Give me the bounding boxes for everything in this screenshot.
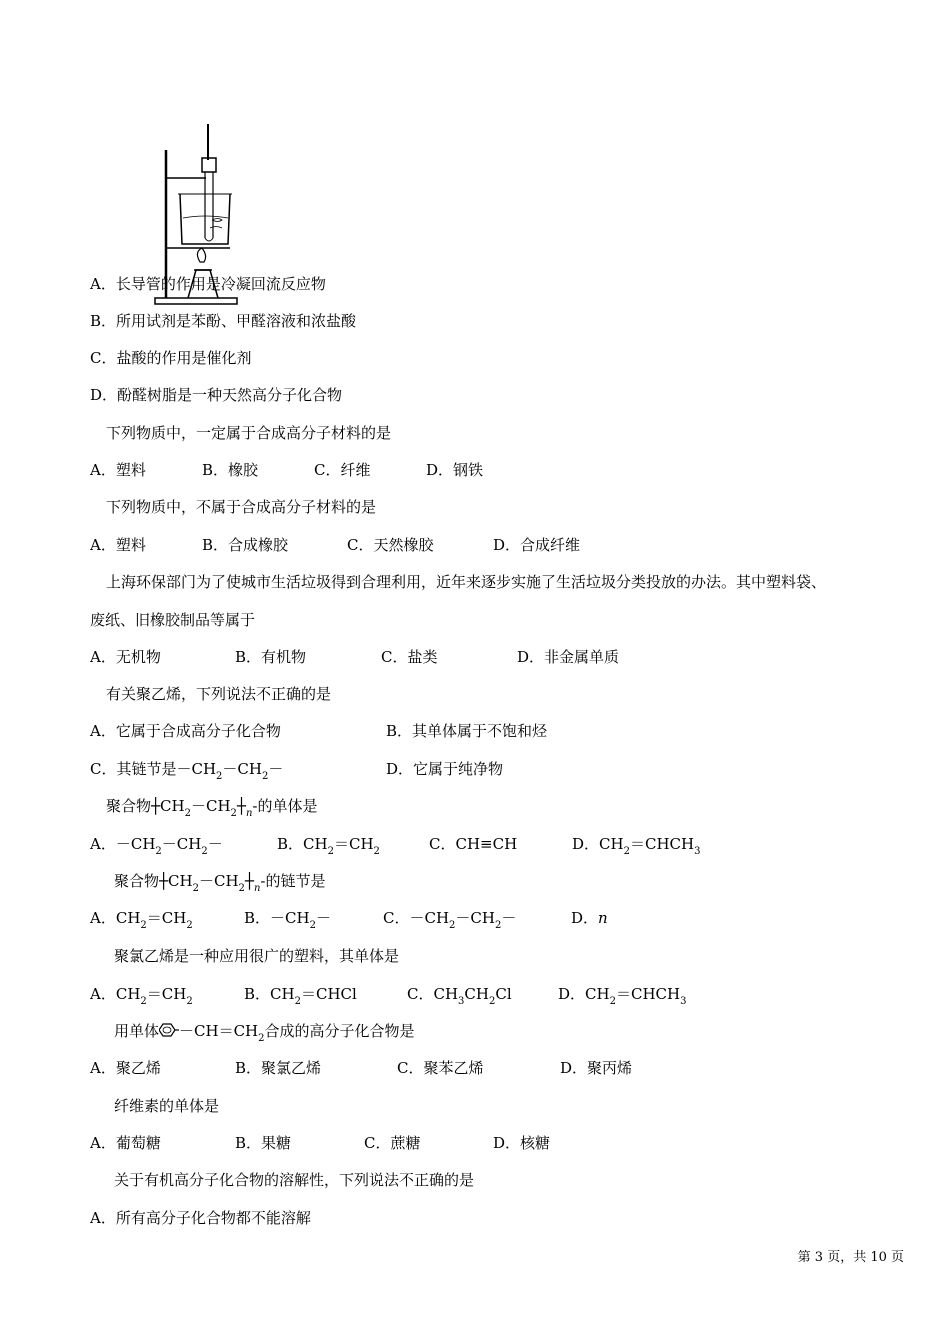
stem-prefix: 聚合物: [106, 797, 152, 815]
option-b: B．其单体属于不饱和烃: [386, 722, 548, 740]
stem-prefix: 聚合物: [114, 872, 160, 890]
option-c-label: C．其链节是: [90, 760, 177, 778]
monomer-formula: $-CH=CH_2$: [179, 1022, 265, 1044]
option-a: A．聚乙烯: [90, 1059, 161, 1077]
option-a: A．塑料: [90, 536, 146, 554]
option-b: B．有机物: [235, 648, 307, 666]
question-stem: 下列物质中，不属于合成高分子材料的是: [106, 498, 377, 516]
option-b: B．$CH_2=CHCl$: [244, 985, 357, 1007]
option-a-label: A．: [90, 985, 116, 1003]
option-a: A．塑料: [90, 461, 146, 479]
option-b: B．所用试剂是苯酚、甲醛溶液和浓盐酸: [90, 312, 357, 330]
option-c: C．盐类: [381, 648, 438, 666]
option-a-label: A．: [90, 835, 116, 853]
polymer-formula: $┼CH_2-CH_2┼_n$: [159, 872, 261, 894]
stem-suffix: -的链节是: [260, 872, 326, 890]
option-d: D．酚醛树脂是一种天然高分子化合物: [90, 386, 343, 404]
option-c: C．盐酸的作用是催化剂: [90, 349, 252, 367]
option-c: C．其链节是$-CH_2-CH_2-$: [90, 760, 284, 782]
stem-suffix: 合成的高分子化合物是: [264, 1022, 415, 1040]
option-a: A．它属于合成高分子化合物: [90, 722, 281, 740]
option-d: D．钢铁: [426, 461, 484, 479]
option-d: D．$CH_2=CHCH_3$: [558, 985, 687, 1007]
option-b-label: B．－CH: [244, 909, 310, 927]
question-stem: 下列物质中，一定属于合成高分子材料的是: [106, 424, 392, 442]
option-b: B．$CH_2=CH_2$: [277, 835, 380, 857]
option-d: D．非金属单质: [517, 648, 620, 666]
option-b: B．橡胶: [202, 461, 259, 479]
question-stem: [114, 1021, 415, 1049]
option-a: A．长导管的作用是冷凝回流反应物: [90, 275, 326, 293]
question-stem-continued: 废纸、旧橡胶制品等属于: [90, 611, 256, 629]
option-b: B．$-CH_2-$: [244, 909, 331, 931]
option-a: A．$CH_2=CH_2$: [90, 985, 193, 1007]
option-d-label: D．: [572, 835, 600, 853]
page-number: 第 3 页，共 10 页: [797, 1250, 904, 1265]
option-c: C．CH≡CH: [429, 835, 518, 853]
option-b: B．合成橡胶: [202, 536, 289, 554]
option-c: C．天然橡胶: [347, 536, 434, 554]
option-a: A．无机物: [90, 648, 161, 666]
question-stem: 上海环保部门为了使城市生活垃圾得到合理利用，近年来逐步实施了生活垃圾分类投放的办法。其中塑料袋、: [106, 573, 827, 591]
polymer-formula: $┼CH_2-CH_2┼_n$: [151, 797, 253, 819]
option-b: B．聚氯乙烯: [235, 1059, 322, 1077]
option-a: A．$CH_2=CH_2$: [90, 909, 193, 931]
option-c: C．$-CH_2-CH_2-$: [383, 909, 517, 931]
question-stem: 有关聚乙烯，下列说法不正确的是: [106, 685, 332, 703]
option-c-label: C．: [383, 909, 410, 927]
option-d: D．合成纤维: [493, 536, 581, 554]
option-c-label: C．CH: [407, 985, 459, 1003]
option-a-label: A．: [90, 909, 116, 927]
option-c: C．聚苯乙烯: [397, 1059, 484, 1077]
option-a: A．所有高分子化合物都不能溶解: [90, 1209, 311, 1227]
question-stem: 聚氯乙烯是一种应用很广的塑料，其单体是: [114, 947, 400, 965]
option-a: A．葡萄糖: [90, 1134, 161, 1152]
option-c: C．纤维: [314, 461, 371, 479]
benzene-ring-icon: [159, 1023, 179, 1037]
option-c: C．蔗糖: [364, 1134, 421, 1152]
question-stem: 纤维素的单体是: [114, 1097, 220, 1115]
option-b-label: B．: [277, 835, 304, 853]
option-d: D．$CH_2=CHCH_3$: [572, 835, 701, 857]
option-d-label: D．: [558, 985, 586, 1003]
question-stem: [106, 796, 317, 824]
option-c: C．$CH_3CH_2Cl$: [407, 985, 512, 1007]
option-d: D．它属于纯净物: [386, 760, 504, 778]
option-d: D．聚丙烯: [560, 1059, 633, 1077]
option-b-label: B．CH: [244, 985, 295, 1003]
option-d-label: D．: [571, 909, 599, 927]
option-d: [571, 908, 608, 928]
stem-prefix: 用单体: [114, 1022, 160, 1040]
stem-suffix: -的单体是: [252, 797, 318, 815]
question-stem: [114, 871, 325, 899]
option-b: B．果糖: [235, 1134, 292, 1152]
option-d-n: n: [598, 909, 608, 927]
option-d: D．核糖: [493, 1134, 551, 1152]
option-a: A．$-CH_2-CH_2-$: [90, 835, 223, 857]
question-stem: 关于有机高分子化合物的溶解性，下列说法不正确的是: [114, 1171, 475, 1189]
